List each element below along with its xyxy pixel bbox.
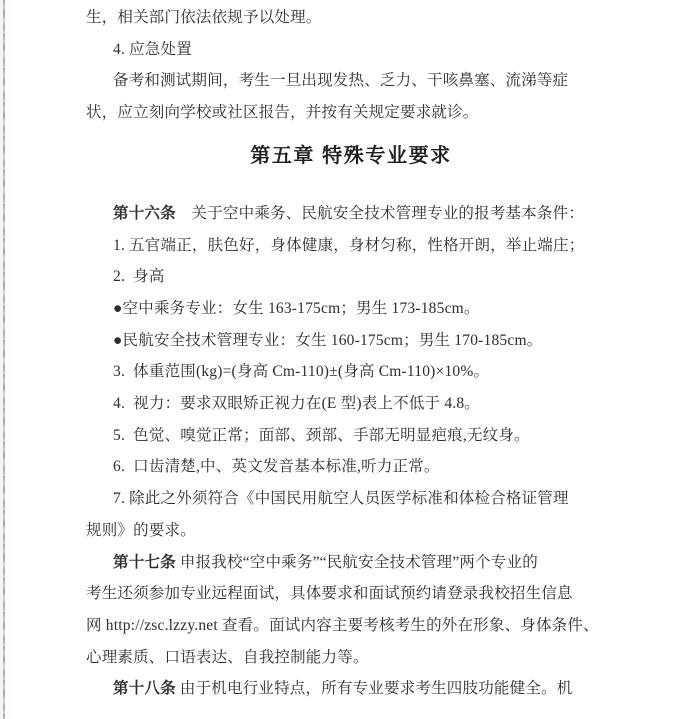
text-segment: 考生还须参加专业远程面试，具体要求和面试预约请登录我校招生信息 — [86, 585, 573, 603]
text-line — [86, 356, 566, 388]
text-segment: 规则》的要求。 — [86, 521, 196, 539]
text-segment: 5. 色觉、嗅觉正常；面部、颈部、手部无明显疤痕,无纹身。 — [113, 426, 530, 444]
article-number-label: 第十八条 — [113, 680, 176, 698]
chapter-heading — [136, 140, 566, 172]
text-line — [86, 97, 566, 129]
text-segment: 3. 体重范围(kg)=(身高 Cm-110)±(身高 Cm-110)×10%。 — [113, 363, 490, 381]
text-segment: 生，相关部门依法依规予以处理。 — [86, 9, 322, 26]
text-segment: 1. 五官端正，肤色好，身体健康，身材匀称，性格开朗，举止端庄； — [113, 236, 585, 254]
text-line — [86, 673, 573, 705]
text-segment: 网 http://zsc.lzzy.net 查看。面试内容主要考核考生的外在形象、身体条件、 — [86, 616, 599, 634]
document-page — [86, 2, 599, 705]
text-line — [86, 420, 566, 452]
text-segment: 备考和测试期间，考生一旦出现发热、乏力、干咳鼻塞、流涕等症 — [113, 72, 569, 90]
text-line — [86, 230, 585, 262]
text-segment: 关于空中乘务、民航安全技术管理专业的报考基本条件： — [175, 204, 585, 222]
text-segment: 4. 视力：要求双眼矫正视力在(E 型)表上不低于 4.8。 — [113, 395, 480, 413]
text-line — [86, 610, 599, 642]
text-line — [86, 34, 566, 66]
scan-edge-shading — [0, 0, 12, 719]
text-line — [86, 483, 569, 515]
text-line — [86, 198, 585, 230]
article-number-label: 第十七条 — [113, 553, 176, 571]
text-segment: 由于机电行业特点，所有专业要求考生四肢功能健全。机 — [175, 680, 573, 698]
article-number-label: 第十六条 — [113, 204, 176, 222]
text-segment: 7. 除此之外须符合《中国民用航空人员医学标准和体检合格证管理 — [113, 490, 569, 508]
text-line — [86, 65, 569, 97]
text-line — [86, 293, 566, 325]
text-segment: ●民航安全技术管理专业：女生 160-175cm；男生 170-185cm。 — [113, 331, 543, 349]
text-segment: 状，应立刻向学校或社区报告，并按有关规定要求就诊。 — [86, 104, 479, 122]
text-segment: 4. 应急处置 — [113, 40, 192, 58]
text-segment: ●空中乘务专业：女生 163-175cm；男生 173-185cm。 — [113, 299, 480, 317]
text-line — [86, 388, 566, 420]
text-line — [86, 642, 566, 674]
text-line — [86, 325, 566, 357]
text-segment: 第五章 特殊专业要求 — [250, 144, 452, 167]
text-line — [86, 261, 566, 293]
text-segment: 心理素质、口语表达、自我控制能力等。 — [86, 648, 369, 666]
text-line — [86, 547, 566, 579]
text-line — [86, 2, 566, 34]
scan-edge-line-artifact — [3, 0, 5, 719]
text-line — [86, 578, 573, 610]
text-segment: 6. 口齿清楚,中、英文发音基本标准,听力正常。 — [113, 458, 440, 476]
text-line — [86, 515, 566, 547]
text-line — [86, 451, 566, 483]
text-segment: 申报我校“空中乘务”“民航安全技术管理”两个专业的 — [175, 553, 538, 571]
text-segment: 2. 身高 — [113, 268, 165, 286]
